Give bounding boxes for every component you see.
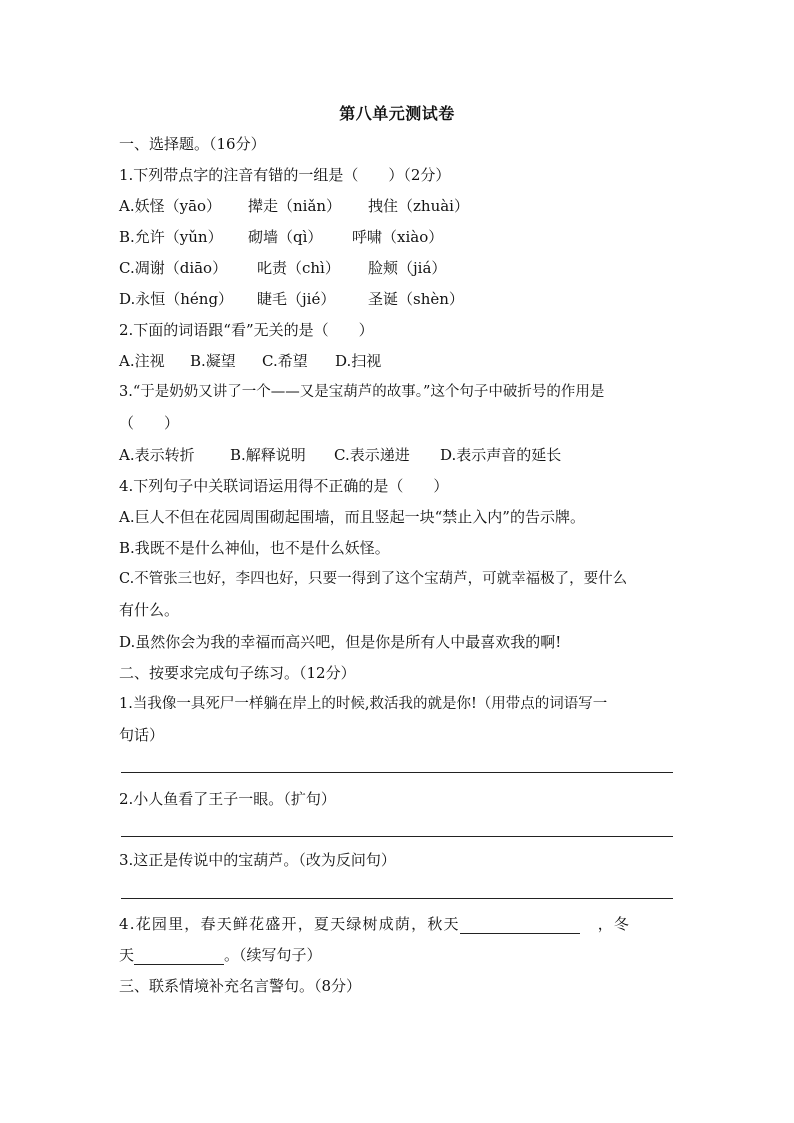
q3-option-d: D.表示声音的延长 bbox=[440, 446, 562, 464]
page-title: 第八单元测试卷 bbox=[339, 104, 455, 123]
q1-option-a2: 撵走（niǎn） bbox=[248, 197, 342, 215]
section-3-heading: 三、联系情境补充名言警句。（8分） bbox=[119, 977, 362, 995]
s2-q1-line1: 1.当我像一具死尸一样躺在岸上的时候,救活我的就是你!（用带点的词语写一 bbox=[119, 696, 608, 712]
answer-line-1[interactable] bbox=[121, 772, 673, 773]
blank-winter[interactable] bbox=[134, 946, 224, 965]
q1-option-d3: 圣诞（shèn） bbox=[368, 290, 464, 308]
q1-option-b1: B.允许（yǔn） bbox=[119, 228, 223, 246]
q4-option-c-line2: 有什么。 bbox=[119, 601, 180, 619]
answer-line-2[interactable] bbox=[121, 836, 673, 837]
q3-stem-line1: 3.“于是奶奶又讲了一个——又是宝葫芦的故事。”这个句子中破折号的作用是 bbox=[119, 384, 605, 400]
q1-option-c3: 脸颊（jiá） bbox=[368, 259, 447, 277]
q4-option-d: D.虽然你会为我的幸福而高兴吧，但是你是所有人中最喜欢我的啊! bbox=[119, 633, 562, 651]
s2-q2: 2.小人鱼看了王子一眼。（扩句） bbox=[119, 790, 336, 808]
s2-q4-text-1: 4.花园里，春天鲜花盛开，夏天绿树成荫，秋天 bbox=[119, 915, 460, 933]
q1-option-a1: A.妖怪（yāo） bbox=[119, 197, 222, 215]
q1-option-a3: 拽住（zhuài） bbox=[368, 197, 469, 215]
q2-option-b: B.凝望 bbox=[190, 352, 236, 370]
q1-stem: 1.下列带点字的注音有错的一组是（ ）（2分） bbox=[119, 166, 451, 184]
s2-q1-line2: 句话） bbox=[119, 726, 165, 744]
q2-option-d: D.扫视 bbox=[335, 352, 382, 370]
s2-q4-line1 bbox=[119, 914, 630, 934]
s2-q4-text-2: ，冬 bbox=[597, 915, 631, 933]
q2-option-a: A.注视 bbox=[119, 352, 165, 370]
q4-option-c-line1: C.不管张三也好，李四也好，只要一得到了这个宝葫芦，可就幸福极了，要什么 bbox=[119, 571, 628, 587]
q1-option-b2: 砌墙（qì） bbox=[248, 228, 323, 246]
q2-option-c: C.希望 bbox=[262, 352, 308, 370]
q3-option-c: C.表示递进 bbox=[334, 446, 410, 464]
s2-q4-text-4: 。（续写句子） bbox=[224, 946, 322, 964]
q2-stem: 2.下面的词语跟“看”无关的是（ ） bbox=[119, 321, 374, 339]
q1-option-d1: D.永恒（héng） bbox=[119, 290, 234, 308]
answer-line-3[interactable] bbox=[121, 898, 673, 899]
q1-option-c2: 叱责（chì） bbox=[257, 259, 340, 277]
q3-option-b: B.解释说明 bbox=[230, 446, 306, 464]
blank-autumn[interactable] bbox=[460, 915, 580, 934]
q3-stem-line2: （ ） bbox=[119, 414, 180, 432]
q1-option-c1: C.凋谢（diāo） bbox=[119, 259, 228, 277]
q3-option-a: A.表示转折 bbox=[119, 446, 195, 464]
section-2-heading: 二、按要求完成句子练习。（12分） bbox=[119, 664, 356, 682]
q4-stem: 4.下列句子中关联词语运用得不正确的是（ ） bbox=[119, 477, 449, 495]
s2-q4-line2 bbox=[119, 945, 322, 965]
q4-option-b: B.我既不是什么神仙，也不是什么妖怪。 bbox=[119, 539, 390, 557]
q1-option-b3: 呼啸（xiào） bbox=[352, 228, 444, 246]
q4-option-a: A.巨人不但在花园周围砌起围墙，而且竖起一块“禁止入内”的告示牌。 bbox=[119, 508, 585, 526]
s2-q3: 3.这正是传说中的宝葫芦。（改为反问句） bbox=[119, 851, 396, 869]
section-1-heading: 一、选择题。（16分） bbox=[119, 135, 266, 153]
q1-option-d2: 睫毛（jié） bbox=[257, 290, 336, 308]
s2-q4-text-3: 天 bbox=[119, 946, 135, 964]
